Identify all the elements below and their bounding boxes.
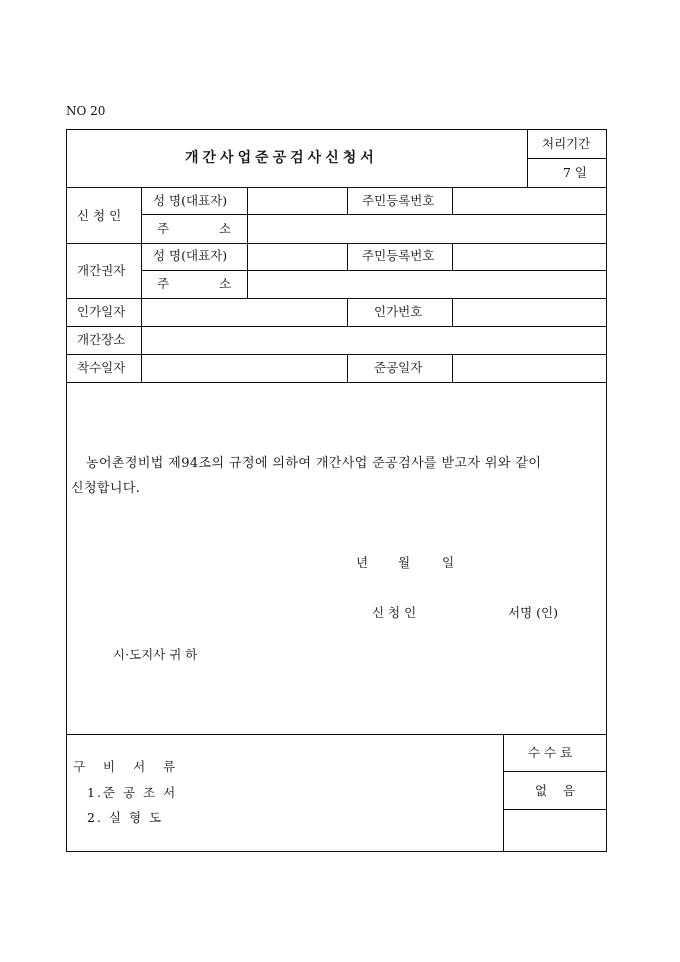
completion-date-label: 준공일자 — [374, 360, 423, 375]
divider — [452, 187, 453, 214]
fee-label: 수 수 료 — [528, 745, 573, 760]
developer-address-label: 소 — [219, 276, 232, 291]
signer-label: 신 청 인 — [372, 605, 417, 620]
divider — [347, 354, 348, 382]
processing-period-value: 7 일 — [563, 165, 588, 180]
divider — [67, 382, 607, 383]
divider — [503, 734, 504, 852]
date-month: 월 — [398, 555, 411, 570]
divider — [503, 809, 607, 810]
required-document-item: 1.준 공 조 서 — [87, 785, 178, 800]
divider — [452, 243, 453, 270]
start-date-label: 착수일자 — [77, 360, 126, 375]
applicant-name-label: 성 명(대표자) — [153, 193, 228, 208]
fee-value: 없 음 — [535, 783, 576, 798]
site-location-label: 개간장소 — [77, 332, 126, 347]
divider — [67, 187, 607, 188]
developer-address-label: 주 — [157, 276, 170, 291]
applicant-id-label: 주민등록번호 — [362, 193, 435, 208]
divider — [527, 158, 607, 159]
addressee: 시·도지사 귀 하 — [113, 647, 198, 662]
divider — [347, 243, 348, 270]
applicant-section-label: 신 청 인 — [77, 208, 122, 223]
divider — [452, 354, 453, 382]
divider — [141, 214, 607, 215]
applicant-address-label: 소 — [219, 221, 232, 236]
form-number: NO 20 — [66, 104, 106, 118]
divider — [247, 187, 248, 298]
form-title: 개간사업준공검사신청서 — [185, 150, 378, 166]
divider — [141, 270, 607, 271]
date-year: 년 — [356, 555, 369, 570]
divider — [347, 298, 348, 326]
applicant-address-label: 주 — [157, 221, 170, 236]
developer-name-label: 성 명(대표자) — [153, 248, 228, 263]
required-document-item: 2. 실 형 도 — [87, 810, 164, 825]
divider — [67, 298, 607, 299]
application-form — [66, 129, 607, 852]
application-statement-end: 신청합니다. — [71, 481, 141, 496]
divider — [67, 354, 607, 355]
signature-label: 서명 (인) — [508, 605, 558, 620]
divider — [452, 298, 453, 326]
divider — [347, 187, 348, 214]
application-statement: 농어촌정비법 제94조의 규정에 의하여 개간사업 준공검사를 받고자 위와 같이 — [86, 456, 542, 471]
developer-section-label: 개간권자 — [77, 263, 126, 278]
divider — [503, 771, 607, 772]
divider — [67, 734, 607, 735]
required-documents-label: 구 비 서 류 — [73, 759, 183, 774]
processing-period-label: 처리기간 — [542, 136, 591, 151]
divider — [67, 243, 607, 244]
permit-number-label: 인가번호 — [374, 304, 423, 319]
date-day: 일 — [442, 555, 455, 570]
divider — [141, 187, 142, 382]
developer-id-label: 주민등록번호 — [362, 248, 435, 263]
divider — [67, 326, 607, 327]
permit-date-label: 인가일자 — [77, 304, 126, 319]
